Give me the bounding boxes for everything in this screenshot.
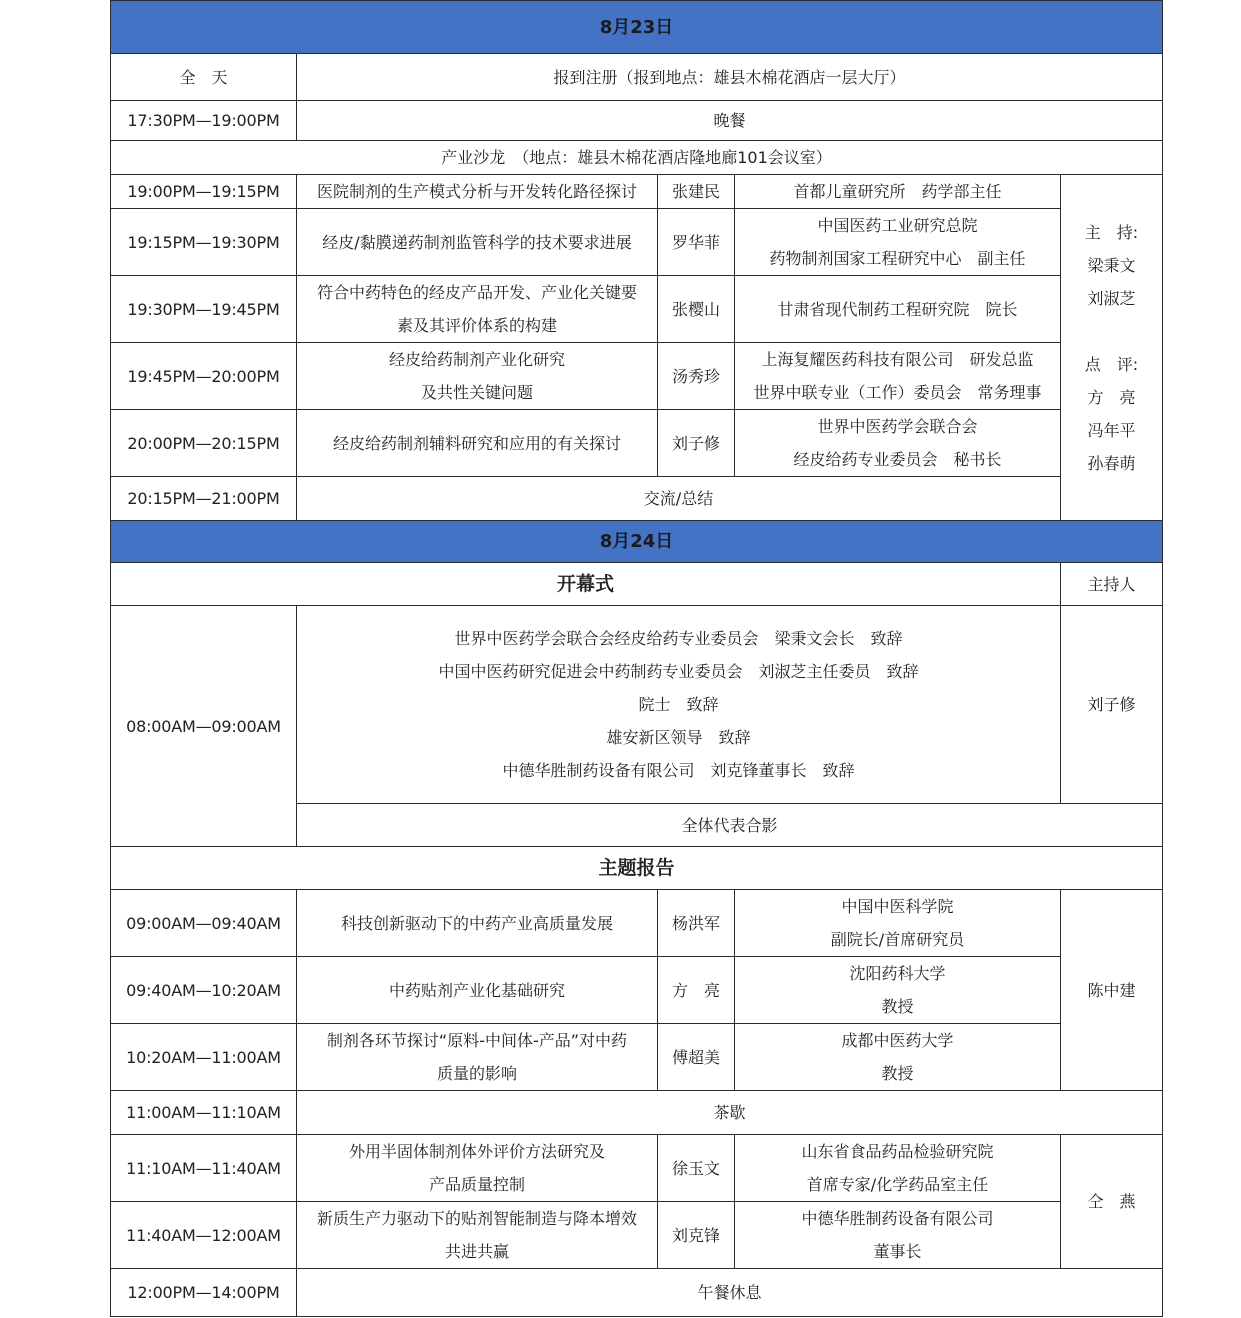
- opening-title: 开幕式: [111, 563, 1061, 606]
- lunch-cell: 午餐休息: [297, 1269, 1163, 1317]
- talk-row: [111, 1202, 1163, 1269]
- reviewer-name: 冯年平: [1087, 420, 1136, 440]
- speech-line: 雄安新区领导 致辞: [606, 728, 751, 747]
- time-cell: 11:00AM—11:10AM: [111, 1091, 297, 1135]
- date-banner-day2: 8月24日: [111, 521, 1163, 563]
- time-cell: 09:00AM—09:40AM: [111, 890, 297, 957]
- session-chair: 仝 燕: [1061, 1135, 1163, 1269]
- time-cell: 19:30PM—19:45PM: [111, 276, 297, 343]
- topic-cell: 经皮给药制剂辅料研究和应用的有关探讨: [297, 410, 658, 477]
- org-cell: 中国医药工业研究总院 药物制剂国家工程研究中心 副主任: [735, 209, 1061, 276]
- salon-header: 产业沙龙 （地点：雄县木棉花酒店隆地廊101会议室）: [111, 141, 1163, 175]
- reviewer-name: 方 亮: [1087, 387, 1136, 407]
- wrap-up-cell: 交流/总结: [297, 477, 1061, 521]
- speaker-cell: 方 亮: [658, 957, 735, 1024]
- time-cell: 19:45PM—20:00PM: [111, 343, 297, 410]
- time-cell: 全 天: [111, 54, 297, 101]
- time-cell: 12:00PM—14:00PM: [111, 1269, 297, 1317]
- session-chair: 陈中建: [1061, 890, 1163, 1091]
- topic-cell: 制剂各环节探讨“原料-中间体-产品”对中药 质量的影响: [297, 1024, 658, 1091]
- speaker-cell: 徐玉文: [658, 1135, 735, 1202]
- speaker-cell: 张建民: [658, 175, 735, 209]
- speaker-cell: 张樱山: [658, 276, 735, 343]
- chairs-cell: [1061, 175, 1163, 521]
- talk-row: [111, 175, 1163, 209]
- org-cell: 上海复耀医药科技有限公司 研发总监 世界中联专业（工作）委员会 常务理事: [735, 343, 1061, 410]
- host-label: 主 持:: [1084, 222, 1139, 242]
- topic-cell: 科技创新驱动下的中药产业高质量发展: [297, 890, 658, 957]
- group-photo-cell: 全体代表合影: [297, 804, 1163, 847]
- talk-row: [111, 276, 1163, 343]
- time-cell: 09:40AM—10:20AM: [111, 957, 297, 1024]
- host-name: 梁秉文: [1087, 255, 1136, 275]
- reviewer-name: 孙春萌: [1087, 453, 1136, 473]
- speech-line: 中德华胜制药设备有限公司 刘克锋董事长 致辞: [502, 761, 855, 780]
- time-cell: 11:40AM—12:00AM: [111, 1202, 297, 1269]
- topic-cell: 符合中药特色的经皮产品开发、产业化关键要 素及其评价体系的构建: [297, 276, 658, 343]
- dinner-cell: 晚餐: [297, 101, 1163, 141]
- talk-row: [111, 209, 1163, 276]
- topic-cell: 经皮/黏膜递药制剂监管科学的技术要求进展: [297, 209, 658, 276]
- org-cell: 首都儿童研究所 药学部主任: [735, 175, 1061, 209]
- opening-host: 刘子修: [1061, 606, 1163, 804]
- registration-cell: 报到注册（报到地点：雄县木棉花酒店一层大厅）: [297, 54, 1163, 101]
- time-cell: 17:30PM—19:00PM: [111, 101, 297, 141]
- time-cell: 20:00PM—20:15PM: [111, 410, 297, 477]
- agenda-table: [110, 0, 1163, 1317]
- tea-break-cell: 茶歇: [297, 1091, 1163, 1135]
- topic-cell: 中药贴剂产业化基础研究: [297, 957, 658, 1024]
- speaker-cell: 刘克锋: [658, 1202, 735, 1269]
- talk-row: [111, 890, 1163, 957]
- speaker-cell: 杨洪军: [658, 890, 735, 957]
- time-cell: 19:15PM—19:30PM: [111, 209, 297, 276]
- speaker-cell: 傅超美: [658, 1024, 735, 1091]
- opening-speeches: [297, 606, 1061, 804]
- topic-cell: 经皮给药制剂产业化研究 及共性关键问题: [297, 343, 658, 410]
- org-cell: 甘肃省现代制药工程研究院 院长: [735, 276, 1061, 343]
- review-label: 点 评:: [1084, 354, 1139, 374]
- time-cell: 20:15PM—21:00PM: [111, 477, 297, 521]
- time-cell: 11:10AM—11:40AM: [111, 1135, 297, 1202]
- org-cell: 山东省食品药品检验研究院 首席专家/化学药品室主任: [735, 1135, 1061, 1202]
- talk-row: [111, 1135, 1163, 1202]
- time-cell: 08:00AM—09:00AM: [111, 606, 297, 847]
- org-cell: 世界中医药学会联合会 经皮给药专业委员会 秘书长: [735, 410, 1061, 477]
- agenda-sheet: [110, 0, 1162, 1316]
- host-header: 主持人: [1061, 563, 1163, 606]
- topic-cell: 外用半固体制剂体外评价方法研究及 产品质量控制: [297, 1135, 658, 1202]
- topic-cell: 新质生产力驱动下的贴剂智能制造与降本增效 共进共赢: [297, 1202, 658, 1269]
- org-cell: 成都中医药大学 教授: [735, 1024, 1061, 1091]
- topic-cell: 医院制剂的生产模式分析与开发转化路径探讨: [297, 175, 658, 209]
- speech-line: 中国中医药研究促进会中药制药专业委员会 刘淑芝主任委员 致辞: [438, 662, 919, 681]
- speech-line: 世界中医药学会联合会经皮给药专业委员会 梁秉文会长 致辞: [454, 629, 903, 648]
- org-cell: 中德华胜制药设备有限公司 董事长: [735, 1202, 1061, 1269]
- talk-row: [111, 1024, 1163, 1091]
- keynote-title: 主题报告: [111, 847, 1163, 890]
- org-cell: 沈阳药科大学 教授: [735, 957, 1061, 1024]
- speaker-cell: 罗华菲: [658, 209, 735, 276]
- time-cell: 10:20AM—11:00AM: [111, 1024, 297, 1091]
- time-cell: 19:00PM—19:15PM: [111, 175, 297, 209]
- talk-row: [111, 410, 1163, 477]
- talk-row: [111, 957, 1163, 1024]
- date-banner-day1: 8月23日: [111, 1, 1163, 54]
- speaker-cell: 刘子修: [658, 410, 735, 477]
- speech-line: 院士 致辞: [638, 695, 719, 714]
- host-name: 刘淑芝: [1087, 288, 1136, 308]
- talk-row: [111, 343, 1163, 410]
- speaker-cell: 汤秀珍: [658, 343, 735, 410]
- org-cell: 中国中医科学院 副院长/首席研究员: [735, 890, 1061, 957]
